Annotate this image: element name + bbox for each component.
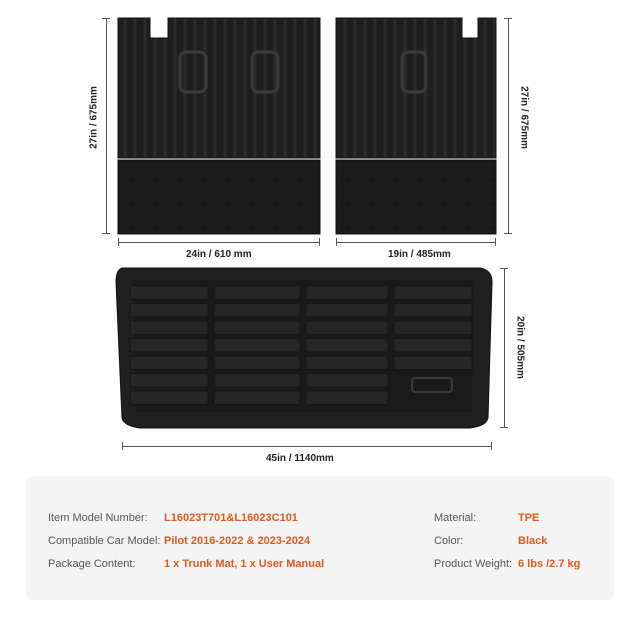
- material-value: TPE: [518, 512, 540, 524]
- weight-value: 6 lbs /2.7 kg: [518, 558, 581, 570]
- trunk-tile: [130, 391, 208, 405]
- trunk-tile: [130, 356, 208, 370]
- trunk-logo-plate: [412, 378, 452, 392]
- trunk-tile: [214, 286, 300, 300]
- trunk-tile: [394, 321, 472, 335]
- item-model-value: L16023T701&L16023C101: [164, 512, 298, 524]
- trunk-tile: [306, 374, 388, 388]
- trunk-tile: [214, 356, 300, 370]
- trunk-tile: [306, 391, 388, 405]
- right-width-line: [336, 242, 496, 243]
- right-width-label: 19in / 485mm: [388, 249, 451, 260]
- left-height-label: 27in / 675mm: [88, 86, 100, 149]
- trunk-tile: [394, 339, 472, 353]
- color-label: Color:: [434, 535, 464, 547]
- package-value: 1 x Trunk Mat, 1 x User Manual: [164, 558, 325, 570]
- trunk-tile: [130, 339, 208, 353]
- trunk-width-line: [122, 446, 492, 447]
- material-label: Material:: [434, 512, 477, 524]
- trunk-tile: [306, 304, 388, 318]
- left-width-label: 24in / 610 mm: [186, 249, 252, 260]
- trunk-width-label: 45in / 1140mm: [266, 453, 334, 464]
- trunk-tile: [394, 356, 472, 370]
- trunk-tile: [130, 286, 208, 300]
- trunk-tile: [214, 304, 300, 318]
- trunk-tile: [214, 391, 300, 405]
- car-model-value: Pilot 2016-2022 & 2023-2024: [164, 535, 311, 547]
- spec-panel: [26, 476, 614, 600]
- trunk-tile: [306, 356, 388, 370]
- trunk-tile: [130, 321, 208, 335]
- right-height-label: 27in / 675mm: [518, 86, 530, 149]
- trunk-tile: [306, 286, 388, 300]
- trunk-tile: [306, 339, 388, 353]
- trunk-tile: [214, 321, 300, 335]
- trunk-tile: [130, 304, 208, 318]
- item-model-label: Item Model Number:: [48, 512, 148, 524]
- trunk-tile: [214, 374, 300, 388]
- left-height-line: [106, 18, 107, 234]
- trunk-tile: [214, 339, 300, 353]
- color-value: Black: [518, 535, 548, 547]
- trunk-tile: [394, 304, 472, 318]
- trunk-tile: [130, 374, 208, 388]
- trunk-height-label: 20in / 505mm: [514, 316, 526, 379]
- trunk-tile: [306, 321, 388, 335]
- right-height-line: [508, 18, 509, 234]
- package-label: Package Content:: [48, 558, 136, 570]
- trunk-height-line: [504, 268, 505, 428]
- left-width-line: [118, 242, 320, 243]
- trunk-tile: [394, 286, 472, 300]
- weight-label: Product Weight:: [434, 558, 513, 570]
- car-model-label: Compatible Car Model:: [48, 535, 161, 547]
